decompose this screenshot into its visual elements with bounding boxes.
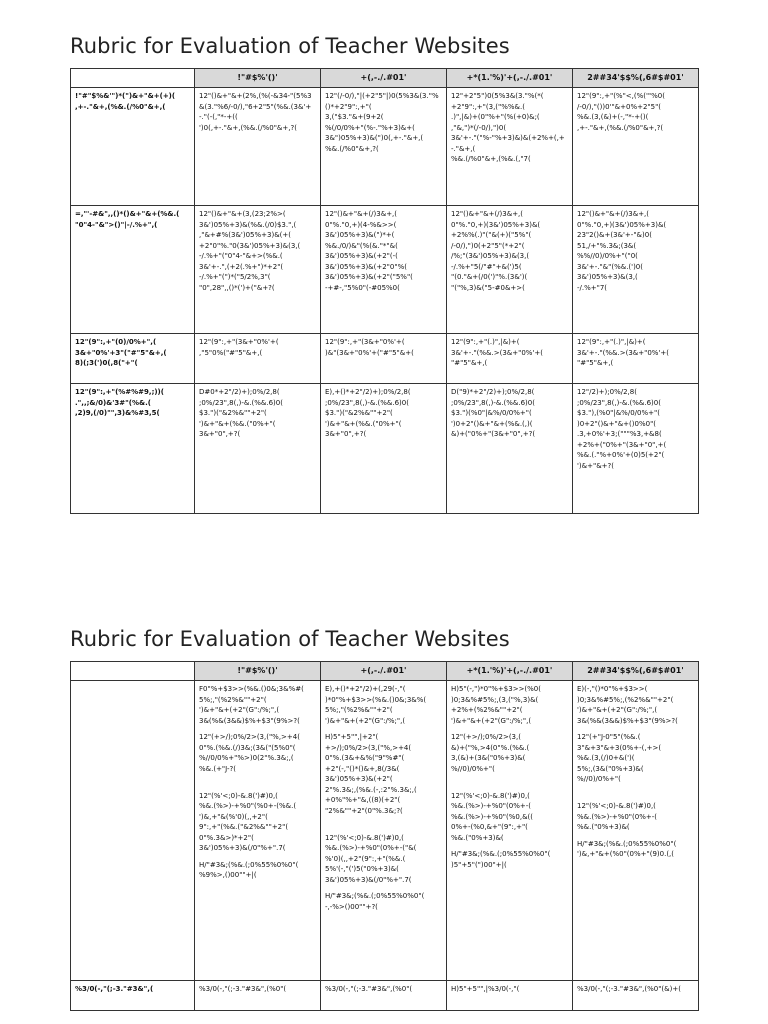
rubric-row [71, 681, 699, 981]
descriptor-cell: 12"+2"5")0(5%3&(3."%(*( +2"9":,+"(3,("%%&.( .)",|&)+(0"%+"(%(+0)&;( ,"&,")*(/-0/),")0( 3&'+-."("%-"%+3)&)&(+2%+(,+-."&+,( %&.(/%0"&+,(%&.(,"7( [447, 88, 573, 206]
header-level-4: 2##34'$$%(,6#$#01' [573, 662, 699, 681]
descriptor-cell: 12"/2)+);0%/2,8( ;0%/23",8(,)-&.(%&.6)0( $3."),(%0"|&%/0/0%+"( )0+2"()&+"&+()0%0"( .3,+0%'+3;("""%3,+&8( +2%+("0%+"(3&+"0",+( %&.(."%+0%'+(0)5(+2"( ')&+"&+?( [573, 384, 699, 514]
descriptor-cell: 12"(9":,+"(.)",|&)+( 3&'+-."(%&.>(3&+"0%'+( "#"5"&+,( [447, 334, 573, 384]
rubric-row [71, 334, 699, 384]
descriptor-cell: H)5"(-,")*0"%+$3>>(%0( )0;3&%#5%;,(3,("%,3)&( +2%+(%2%&""+2"( ')&+"&+(+2"(G":/%;",( 12"(+>/);0%/2>(3,( &)+("%,>4(0"%.(%&.( 3,(&)+(3&("0%+3)&( %//0)/0%+"( 12"(%'<;0)-&.8(')#)0,( %&.(%>)-+%0"(0%+-( %&.(%>)-+%0"(%0,&(( 0%+-(%0,&+"(9":,+"( %&.("0%+3)&( H/"#3&;(%&.(;0%55%0%0"( )5"+5"(")00"+|( [447, 681, 573, 981]
descriptor-cell: %3/0(-,"(;-3."#3&",(%0"( [195, 981, 321, 1011]
descriptor-cell: E),+()*+2"/2)+);0%/2,8( ;0%/23",8(,)-&.(%&.6)0( $3.")("&2%&""+2"( ')&+"&+(%&.("0%+"( 3&+"0",+?( [321, 384, 447, 514]
descriptor-cell: F0"%+$3>>(%&.()0&;3&%#( 5%;,"(%2%&""+2"( ')&+"&+(+2"(G":/%;",( 3&(%&(3&&)$%+$3"(9%>?( 12"(+>/);0%/2>(3,("%,>+4( 0"%.(%&.(/)3&;(3&("(5%0"( %//0/0%+"%>)0(2"%.3&;,( %&.(+"J-?( 12"(%'<;0)-&.8(')#)0,( %&.(%>)-+%0"(%0+-(%&.( ')&,+"&(%'0)(,,+2"( 9":,+"(%&.("&2%&""+2"( 0"%.3&>)*+2"( 3&')05%+3)&(/0"%+".7( H/"#3&;(%&.(;0%55%0%0"( %9%>,()00""+|( [195, 681, 321, 981]
header-level-3: +*(1.'%)'+(,-./.#01' [447, 69, 573, 88]
page-title: Rubric for Evaluation of Teacher Websites [70, 627, 510, 651]
descriptor-cell: %3/0(-,"(;-3."#3&",(%0"(&)+( [573, 981, 699, 1011]
descriptor-cell: D#0*+2"/2)+);0%/2,8( ;0%/23",8(,)-&.(%&.6)0( $3.")("&2%&""+2"( ')&+"&+(%&.("0%+"( 3&+"0",+?( [195, 384, 321, 514]
header-level-2: +(,-./.#01' [321, 69, 447, 88]
header-level-4: 2##34'$$%(,6#$#01' [573, 69, 699, 88]
rubric-row [71, 206, 699, 334]
descriptor-cell: E),+()*+2"/2)+(,29(-,"( )*0"%+$3>>(%&.()0&;3&%( 5%;,"(%2%&""+2"( ')&+"&+(+2"(G":/%;",( H)5"+5"",|+2"( +>/);0%/2>(3,("%,>+4( 0"%.(3&+&%("9"%#"( +2"(-,"()*()&+,8(/3&( 3&')05%+3)&(+2"( 2"%.3&;,(%&.(-,:2"%.3&;,( +0%"%+"&,((8)(+2"( "2%&""+2"(0"%.3&;?( 12"(%'<;0)-&.8(')#)0,( %&.(%>)-+%0"(0%+-("&( %'0)(,,+2"(9":,+"(%&.( 5%'(-,"(')5("0%+3)&( 3&')05%+3)&(/0"%+".7( H/"#3&;(%&.(;0%55%0%0"( -,-%>()00""+?( [321, 681, 447, 981]
header-corner [71, 69, 195, 88]
header-row [71, 662, 699, 681]
descriptor-cell: H)5"+5"",|%3/0(-,"( [447, 981, 573, 1011]
descriptor-cell: 12"(9":,+"(3&+"0%'+( ,"5"0%("#"5"&+,( [195, 334, 321, 384]
descriptor-cell: 12"()&+"&+(2%,(%(-&34-"(5%3&(3."%6/-0/),"6+2"5"(%&.(3&'+-."(-(,"*-+(( ')0(,+-."&+,(%&.(/%0"&+,?( [195, 88, 321, 206]
criterion-cell: 12"(9":,+"(0)/0%+",( 3&+"0%'+3"("#"5"&+,( 8)(;3(')0(,8("+"( [71, 334, 195, 384]
header-level-3: +*(1.'%)'+(,-./.#01' [447, 662, 573, 681]
criterion-cell: 12"(9":,+"(%#%#9,;))( .",,;&/0)&'3#"(%&.( ,2)9,(/0)"",3)&%#3,5( [71, 384, 195, 514]
descriptor-cell: 12"(9":,+"(%"<,(%('"%0( /-0/),"())0'"&+0%+2"5"( %&.(3,(&)+(-,"*-+()( ,+-."&+,(%&.(/%0"&+,?( [573, 88, 699, 206]
criterion-cell: !"#"$%&'")*(")&+"&+(+)( ,+-."&+,(%&.(/%0"&+,( [71, 88, 195, 206]
descriptor-cell: 12"(9":,+"(.)",|&)+( 3&'+-."(%&.>(3&+"0%'+( "#"5"&+,( [573, 334, 699, 384]
descriptor-cell: 12"(9":,+"(3&+"0%'+( )&"(3&+"0%'+("#"5"&+( [321, 334, 447, 384]
descriptor-cell: E)(-,"()*0"%+$3>>( )0;3&%#5%;,(%2%&""+2"( ')&+"&+(+2"(G":/%;",( 3&(%&(3&&)$%+$3"(9%>?( 12"(+"J-0"5"(%&.( 3"&+3"&+3(0%+-(,+>( %&.(3,(/)0+&(')( 5%;,(3&("0%+3)&( %//0)/0%+"( 12"(%'<;0)-&.8(')#)0,( %&.(%>)-+%0"(0%+-( %&.("0%+3)&( H/"#3&;(%&.(;0%55%0%0"( ')&,+"&+(%0"(0%+"(9)0.(,( [573, 681, 699, 981]
descriptor-cell: 12"()&+"&+(3,(23;2%>( 3&')05%+3)&(%&.(/0)$3.",( ,"&+#%(3&')05%+3)&(+( +2"0"%."0(3&')05%+3)&(3,( -/.%+"("0"4-"&+>(%&.( 3&'+-.",(+2(.%+")*+2"( -/.%+"(")*("5/2%,3"( "0",28",,()*(')+("&+?( [195, 206, 321, 334]
criterion-cell: %3/0(-,"(;-3."#3&",( [71, 981, 195, 1011]
criterion-cell [71, 681, 195, 981]
page-title: Rubric for Evaluation of Teacher Websites [70, 34, 510, 58]
descriptor-cell: 12"()&+"&+(/)3&+,( 0"%."0,+)(3&')05%+3)&( 23"2()&+(3&'+-"&)0( 51,/+"%.3&;(3&( %%//0)/0%+"("0( 3&'+-."&"(%&.(')0( 3&')05%+3)&(3,( -/.%+"7( [573, 206, 699, 334]
descriptor-cell: 12"()&+"&+(/)3&+,( 0"%."0,+)(4-%&>>( 3&')05%+3)&(")*+( %&./0/)&"(%(&."*"&( 3&')05%+3)&(+2"(-( 3&')05%+3)&(+2"0"%( 3&')05%+3)&(+2"("5%"( -+#-,"5%0"(-#05%0( [321, 206, 447, 334]
rubric-row [71, 384, 699, 514]
descriptor-cell: D("9)*+2"/2)+);0%/2,8( ;0%/23",8(,)-&.(%&.6)0( $3.")(%0"|&%/0/0%+"( ')0+2"()&+"&+(%&.(,)( &)+("0%+"(3&+"0",+?( [447, 384, 573, 514]
rubric-table [70, 68, 699, 514]
rubric-table [70, 661, 699, 1011]
descriptor-cell: 12"()&+"&+(/)3&+,( 0"%."0,+)(3&')05%+3)&( +2%%(.)"("&(+)("5%"( /-0/),")0(+2"5"(*+2"( /%;"(3&')05%+3)&(3,( -/.%+"5(/"#"+&(')5( "(0."&+(/0(')"%.(3&')( "("%,3)&("5-#0&+>( [447, 206, 573, 334]
header-level-2: +(,-./.#01' [321, 662, 447, 681]
criterion-cell: =,"'-#&",,()*()&+"&+(%&.( "0"4-"&">()"|-/.%+",( [71, 206, 195, 334]
descriptor-cell: 12"(/-0/),"|(+2"5"|)0(5%3&(3."%()*+2"9":,+"( 3,("$3."&+(9+2( %(/0/0%+"(%-."%+3)&+( 3&")05%+3)&(")0(,+-."&+,( %&.(/%0"&+,?( [321, 88, 447, 206]
rubric-row [71, 88, 699, 206]
header-level-1: !"#$%'()' [195, 662, 321, 681]
header-level-1: !"#$%'()' [195, 69, 321, 88]
header-corner [71, 662, 195, 681]
header-row [71, 69, 699, 88]
rubric-row [71, 981, 699, 1011]
descriptor-cell: %3/0(-,"(;-3."#3&",(%0"( [321, 981, 447, 1011]
